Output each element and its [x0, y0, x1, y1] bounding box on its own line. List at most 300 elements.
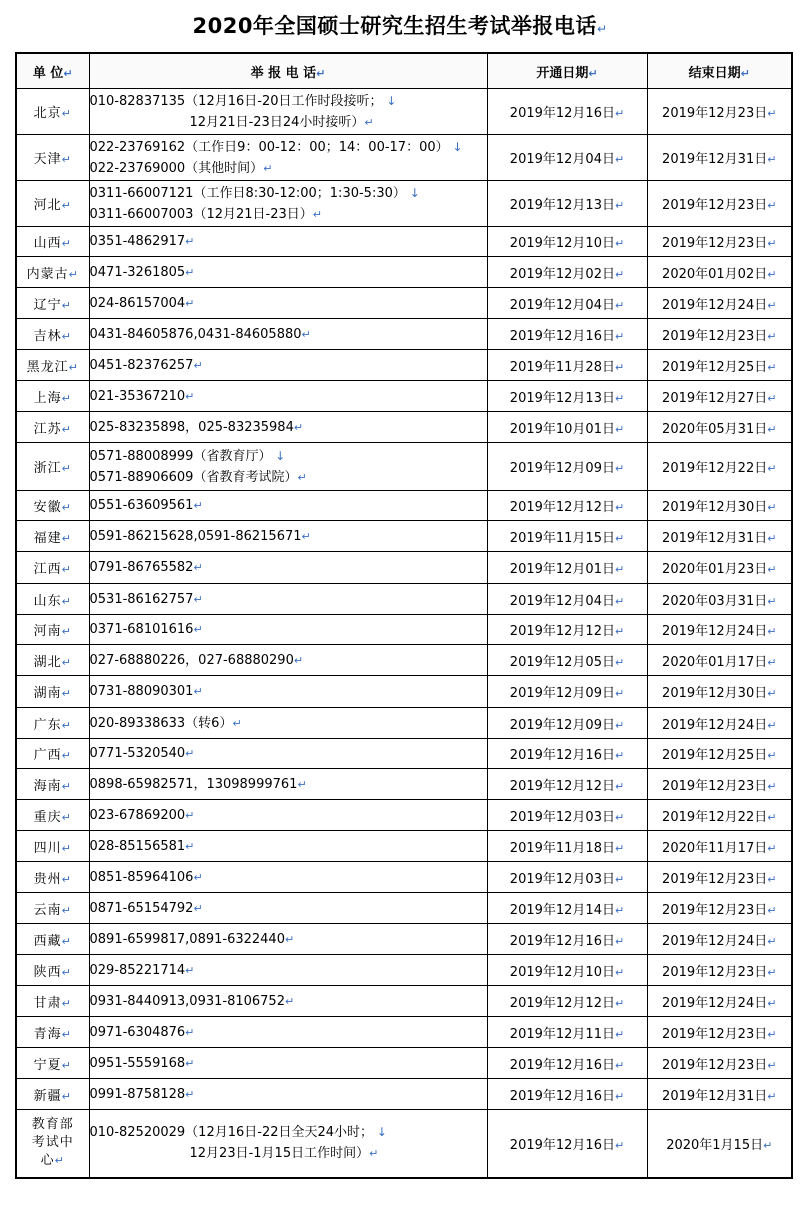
- unit-label: 江苏: [33, 421, 62, 437]
- end-date: 2019年12月25日: [662, 748, 768, 763]
- paragraph-mark-icon: ↵: [614, 872, 625, 886]
- header-phone: 举 报 电 话↵: [89, 53, 487, 89]
- phone-cell: [89, 521, 487, 552]
- paragraph-mark-icon: ↵: [614, 1058, 625, 1072]
- open-date-cell: [487, 288, 647, 319]
- phone-cell: [89, 862, 487, 893]
- end-date-cell: [647, 227, 792, 257]
- unit-label: 山西: [33, 236, 62, 251]
- paragraph-mark-icon: ↵: [614, 563, 625, 576]
- paragraph-mark-icon: ↵: [185, 265, 195, 279]
- end-date: 2020年1月15日: [666, 1137, 764, 1153]
- end-date: 2020年01月17日: [662, 654, 768, 670]
- end-date-cell: [647, 443, 792, 491]
- table-row: [16, 739, 792, 769]
- table-row: [16, 1079, 792, 1110]
- end-date: 2019年12月23日: [662, 871, 768, 887]
- open-date-cell: [487, 1079, 647, 1110]
- paragraph-mark-icon: ↵: [767, 810, 777, 824]
- end-date-cell: [647, 676, 792, 708]
- end-date: 2019年12月24日: [662, 717, 768, 733]
- end-date: 2019年12月25日: [662, 359, 768, 375]
- paragraph-mark-icon: ↵: [614, 996, 625, 1010]
- paragraph-mark-icon: ↵: [297, 777, 307, 791]
- phone-cell: [89, 89, 487, 135]
- end-date-cell: [647, 89, 792, 135]
- end-date-cell: [647, 955, 792, 986]
- line-break-icon: ↓: [448, 139, 463, 154]
- table-row: [16, 381, 792, 412]
- end-date: 2019年12月23日: [662, 236, 768, 251]
- unit-cell: [16, 1079, 89, 1110]
- phone-line: 0571-88906609（省教育考试院）: [89, 469, 298, 485]
- paragraph-mark-icon: ↵: [193, 358, 203, 372]
- end-date-cell: [647, 288, 792, 319]
- open-date-cell: [487, 800, 647, 831]
- end-date-cell: [647, 708, 792, 739]
- unit-label: 广东: [33, 717, 62, 733]
- paragraph-mark-icon: ↵: [614, 531, 625, 545]
- paragraph-mark-icon: ↵: [61, 903, 72, 917]
- table-row: [16, 257, 792, 288]
- unit-cell: [16, 288, 89, 319]
- phone-line: 024-86157004: [89, 295, 186, 311]
- phone-cell: [89, 350, 487, 381]
- open-date-cell: [487, 135, 647, 181]
- end-date: 2020年05月31日: [662, 421, 768, 437]
- unit-label: 西藏: [33, 933, 62, 949]
- paragraph-mark-icon: ↵: [232, 716, 242, 730]
- unit-cell: [16, 412, 89, 443]
- paragraph-mark-icon: ↵: [61, 749, 72, 762]
- paragraph-mark-icon: ↵: [614, 594, 625, 608]
- table-row: [16, 135, 792, 181]
- paragraph-mark-icon: ↵: [185, 808, 195, 822]
- unit-cell: [16, 615, 89, 645]
- paragraph-mark-icon: ↵: [193, 592, 203, 606]
- phone-cell: [89, 584, 487, 615]
- paragraph-mark-icon: ↵: [614, 749, 625, 762]
- unit-label: 辽宁: [33, 297, 62, 313]
- end-date: 2019年12月22日: [662, 461, 768, 476]
- paragraph-mark-icon: ↵: [767, 267, 777, 281]
- phone-cell: [89, 1048, 487, 1079]
- phone-cell: [89, 615, 487, 645]
- paragraph-mark-icon: ↵: [61, 655, 72, 669]
- phone-line: 0771-5320540: [89, 746, 186, 761]
- phone-line: 0791-86765582: [89, 560, 194, 575]
- phone-line: 0871-65154792: [89, 900, 194, 916]
- phone-line: 0431-84605876,0431-84605880: [89, 326, 302, 342]
- end-date-cell: [647, 1048, 792, 1079]
- end-date: 2019年12月23日: [662, 328, 768, 344]
- header-open-date: 开通日期↵: [487, 53, 647, 89]
- open-date: 2019年12月10日: [509, 236, 615, 251]
- unit-label: 湖南: [33, 686, 62, 701]
- open-date: 2019年12月10日: [509, 964, 615, 980]
- paragraph-mark-icon: ↵: [767, 107, 777, 120]
- header-unit: 单 位↵: [16, 53, 89, 89]
- open-date: 2019年12月12日: [509, 624, 615, 639]
- paragraph-mark-icon: ↵: [767, 903, 777, 917]
- end-date: 2019年12月24日: [662, 297, 768, 313]
- header-end-date: 结束日期↵: [647, 53, 792, 89]
- unit-cell: [16, 381, 89, 412]
- phone-line: 020-89338633（转6）: [89, 715, 233, 731]
- phone-line: 0931-8440913,0931-8106752: [89, 993, 285, 1009]
- end-date-cell: [647, 412, 792, 443]
- unit-cell: [16, 739, 89, 769]
- paragraph-mark-icon: ↵: [767, 718, 777, 732]
- paragraph-mark-icon: ↵: [614, 903, 625, 917]
- paragraph-mark-icon: ↵: [61, 153, 72, 166]
- phone-cell: [89, 288, 487, 319]
- unit-cell: [16, 986, 89, 1017]
- open-date: 2019年12月13日: [509, 198, 615, 213]
- open-date: 2019年12月16日: [509, 933, 615, 949]
- phone-cell: [89, 800, 487, 831]
- paragraph-mark-icon: ↵: [767, 462, 777, 475]
- paragraph-mark-icon: ↵: [614, 841, 625, 855]
- unit-cell: [16, 491, 89, 521]
- end-date: 2020年03月31日: [662, 593, 768, 609]
- paragraph-mark-icon: ↵: [61, 422, 72, 436]
- phone-cell: [89, 552, 487, 584]
- paragraph-mark-icon: ↵: [61, 531, 72, 545]
- paragraph-mark-icon: ↵: [61, 965, 72, 979]
- paragraph-mark-icon: ↵: [614, 462, 625, 475]
- phone-cell: [89, 1017, 487, 1048]
- paragraph-mark-icon: ↵: [614, 267, 625, 281]
- end-date-cell: [647, 584, 792, 615]
- end-date: 2019年12月23日: [662, 964, 768, 980]
- open-date: 2019年10月01日: [509, 421, 615, 437]
- paragraph-mark-icon: ↵: [767, 329, 777, 343]
- open-date-cell: [487, 491, 647, 521]
- end-date: 2020年01月02日: [662, 266, 768, 282]
- paragraph-mark-icon: ↵: [61, 1027, 72, 1041]
- table-row: [16, 319, 792, 350]
- paragraph-mark-icon: ↵: [767, 531, 777, 545]
- unit-label: 上海: [33, 390, 62, 406]
- paragraph-mark-icon: ↵: [767, 965, 777, 979]
- phone-line: 0471-3261805: [89, 264, 186, 280]
- paragraph-mark-icon: ↵: [767, 360, 777, 374]
- end-date-cell: [647, 350, 792, 381]
- end-date: 2019年12月22日: [662, 809, 768, 825]
- phone-line: 12月23日-1月15日工作时间）: [189, 1146, 370, 1162]
- open-date: 2019年12月12日: [509, 778, 615, 794]
- paragraph-mark-icon: ↵: [61, 1089, 72, 1103]
- unit-label: 天津: [33, 152, 62, 167]
- end-date: 2019年12月31日: [662, 530, 768, 546]
- unit-label: 内蒙古: [26, 266, 69, 282]
- unit-label: 安徽: [33, 500, 62, 515]
- open-date: 2019年12月14日: [509, 902, 615, 918]
- unit-cell: [16, 227, 89, 257]
- paragraph-mark-icon: ↵: [596, 22, 608, 36]
- table-row: [16, 584, 792, 615]
- phone-line: 0551-63609561: [89, 498, 194, 513]
- table-row: [16, 924, 792, 955]
- end-date-cell: [647, 1110, 792, 1178]
- phone-line: 0351-4862917: [89, 234, 186, 249]
- phone-cell: [89, 181, 487, 227]
- paragraph-mark-icon: ↵: [767, 1027, 777, 1041]
- paragraph-mark-icon: ↵: [185, 235, 195, 248]
- open-date: 2019年12月02日: [509, 266, 615, 282]
- open-date-cell: [487, 227, 647, 257]
- page-title: [0, 10, 800, 40]
- unit-label: 海南: [33, 778, 62, 794]
- paragraph-mark-icon: ↵: [614, 1138, 625, 1152]
- open-date-cell: [487, 381, 647, 412]
- paragraph-mark-icon: ↵: [185, 747, 195, 760]
- phone-line: 023-67869200: [89, 807, 186, 823]
- paragraph-mark-icon: ↵: [767, 153, 777, 166]
- table-body: [16, 89, 792, 1178]
- table-row: [16, 181, 792, 227]
- end-date-cell: [647, 831, 792, 862]
- paragraph-mark-icon: ↵: [61, 298, 72, 312]
- unit-cell: [16, 443, 89, 491]
- unit-cell: [16, 800, 89, 831]
- end-date-cell: [647, 552, 792, 584]
- end-date-cell: [647, 1017, 792, 1048]
- paragraph-mark-icon: ↵: [193, 499, 203, 512]
- table-row: [16, 893, 792, 924]
- unit-label: 河北: [33, 198, 62, 213]
- unit-cell: [16, 584, 89, 615]
- paragraph-mark-icon: ↵: [293, 420, 304, 434]
- open-date: 2019年12月05日: [509, 654, 615, 670]
- open-date: 2019年12月09日: [509, 717, 615, 733]
- phone-line: 0851-85964106: [89, 869, 194, 885]
- paragraph-mark-icon: ↵: [61, 718, 72, 732]
- paragraph-mark-icon: ↵: [763, 1138, 773, 1152]
- paragraph-mark-icon: ↵: [614, 501, 625, 514]
- phone-cell: [89, 831, 487, 862]
- paragraph-mark-icon: ↵: [61, 779, 72, 793]
- paragraph-mark-icon: ↵: [297, 470, 307, 484]
- open-date-cell: [487, 521, 647, 552]
- unit-label: 山东: [33, 593, 62, 609]
- end-date-cell: [647, 893, 792, 924]
- paragraph-mark-icon: ↵: [614, 360, 625, 374]
- table-row: [16, 288, 792, 319]
- unit-label: 河南: [33, 624, 62, 639]
- open-date: 2019年12月11日: [509, 1026, 615, 1042]
- paragraph-mark-icon: ↵: [767, 872, 777, 886]
- phone-line: 0531-86162757: [89, 591, 194, 607]
- paragraph-mark-icon: ↵: [767, 934, 777, 948]
- paragraph-mark-icon: ↵: [193, 870, 203, 884]
- paragraph-mark-icon: ↵: [61, 996, 72, 1010]
- paragraph-mark-icon: ↵: [193, 685, 203, 698]
- phone-cell: [89, 955, 487, 986]
- phone-cell: [89, 257, 487, 288]
- unit-label: 陕西: [33, 964, 62, 980]
- end-date: 2020年01月23日: [662, 562, 768, 577]
- phone-line: 022-23769000（其他时间）: [89, 160, 264, 176]
- phone-line: 0311-66007003（12月21日-23日）: [89, 206, 313, 222]
- phone-cell: [89, 381, 487, 412]
- phone-cell: [89, 491, 487, 521]
- paragraph-mark-icon: ↵: [767, 1058, 777, 1072]
- phone-line: 027-68880226，027-68880290: [89, 652, 294, 668]
- phone-cell: [89, 769, 487, 800]
- paragraph-mark-icon: ↵: [263, 161, 273, 175]
- open-date-cell: [487, 257, 647, 288]
- table-row: [16, 552, 792, 584]
- phone-line: 025-83235898，025-83235984: [89, 419, 294, 435]
- phone-line: 0991-8758128: [89, 1086, 186, 1102]
- table-row: [16, 676, 792, 708]
- paragraph-mark-icon: ↵: [767, 841, 777, 855]
- paragraph-mark-icon: ↵: [185, 1056, 195, 1070]
- open-date-cell: [487, 584, 647, 615]
- open-date-cell: [487, 1110, 647, 1178]
- open-date: 2019年12月03日: [509, 809, 615, 825]
- unit-cell: [16, 1017, 89, 1048]
- open-date-cell: [487, 862, 647, 893]
- table-row: [16, 769, 792, 800]
- unit-label: 黑龙江: [26, 359, 69, 375]
- open-date: 2019年12月16日: [509, 748, 615, 763]
- open-date: 2019年12月04日: [509, 593, 615, 609]
- paragraph-mark-icon: ↵: [185, 839, 195, 853]
- phone-cell: [89, 739, 487, 769]
- end-date-cell: [647, 615, 792, 645]
- open-date: 2019年12月09日: [509, 461, 615, 476]
- phone-cell: [89, 924, 487, 955]
- unit-cell: [16, 1110, 89, 1178]
- end-date-cell: [647, 862, 792, 893]
- paragraph-mark-icon: ↵: [61, 841, 72, 855]
- unit-cell: [16, 521, 89, 552]
- phone-line: 029-85221714: [89, 962, 186, 978]
- unit-cell: [16, 862, 89, 893]
- paragraph-mark-icon: ↵: [185, 1025, 195, 1039]
- paragraph-mark-icon: ↵: [61, 1058, 72, 1072]
- paragraph-mark-icon: ↵: [61, 107, 72, 120]
- phone-cell: [89, 986, 487, 1017]
- end-date: 2019年12月23日: [662, 1026, 768, 1042]
- paragraph-mark-icon: ↵: [614, 329, 625, 343]
- table-row: [16, 227, 792, 257]
- open-date-cell: [487, 986, 647, 1017]
- table-row: [16, 1110, 792, 1178]
- open-date-cell: [487, 552, 647, 584]
- paragraph-mark-icon: ↵: [185, 1087, 195, 1101]
- unit-cell: [16, 552, 89, 584]
- open-date-cell: [487, 615, 647, 645]
- end-date: 2019年12月30日: [662, 500, 768, 515]
- table-row: [16, 350, 792, 381]
- unit-label: 湖北: [33, 654, 62, 670]
- unit-label: 重庆: [33, 809, 62, 825]
- phone-line: 0951-5559168: [89, 1055, 186, 1071]
- paragraph-mark-icon: ↵: [61, 391, 72, 405]
- unit-label: 教育部考试中心: [31, 1117, 74, 1169]
- end-date: 2019年12月30日: [662, 686, 768, 701]
- unit-cell: [16, 89, 89, 135]
- end-date: 2019年12月23日: [662, 778, 768, 794]
- paragraph-mark-icon: ↵: [61, 872, 72, 886]
- end-date: 2019年12月31日: [662, 1088, 768, 1104]
- open-date-cell: [487, 739, 647, 769]
- phone-line: 021-35367210: [89, 388, 186, 404]
- end-date: 2020年11月17日: [662, 840, 768, 856]
- end-date: 2019年12月23日: [662, 106, 768, 121]
- open-date-cell: [487, 412, 647, 443]
- open-date-cell: [487, 350, 647, 381]
- paragraph-mark-icon: ↵: [193, 623, 203, 636]
- table-row: [16, 521, 792, 552]
- unit-label: 青海: [33, 1026, 62, 1042]
- paragraph-mark-icon: ↵: [293, 653, 304, 667]
- open-date: 2019年12月16日: [509, 1137, 615, 1153]
- open-date: 2019年12月13日: [509, 390, 615, 406]
- paragraph-mark-icon: ↵: [284, 932, 295, 946]
- paragraph-mark-icon: ↵: [614, 107, 625, 120]
- open-date: 2019年12月01日: [509, 562, 615, 577]
- open-date: 2019年12月09日: [509, 686, 615, 701]
- end-date-cell: [647, 521, 792, 552]
- paragraph-mark-icon: ↵: [614, 237, 625, 250]
- paragraph-mark-icon: ↵: [284, 994, 295, 1008]
- unit-cell: [16, 319, 89, 350]
- paragraph-mark-icon: ↵: [767, 501, 777, 514]
- end-date: 2019年12月31日: [662, 152, 768, 167]
- paragraph-mark-icon: ↵: [767, 779, 777, 793]
- unit-label: 贵州: [33, 871, 62, 887]
- end-date-cell: [647, 800, 792, 831]
- end-date: 2019年12月24日: [662, 624, 768, 639]
- paragraph-mark-icon: ↵: [614, 810, 625, 824]
- phone-line: 12月21日-23日24小时接听）: [189, 114, 365, 130]
- paragraph-mark-icon: ↵: [614, 687, 625, 700]
- paragraph-mark-icon: ↵: [301, 529, 311, 543]
- open-date: 2019年12月16日: [509, 1057, 615, 1073]
- open-date-cell: [487, 443, 647, 491]
- phone-cell: [89, 645, 487, 676]
- paragraph-mark-icon: ↵: [193, 901, 203, 915]
- end-date: 2019年12月23日: [662, 902, 768, 918]
- paragraph-mark-icon: ↵: [614, 779, 625, 793]
- unit-label: 福建: [33, 530, 62, 546]
- paragraph-mark-icon: ↵: [301, 327, 311, 341]
- phone-line: 028-85156581: [89, 838, 186, 854]
- unit-label: 北京: [33, 106, 62, 121]
- end-date-cell: [647, 739, 792, 769]
- line-break-icon: ↓: [373, 1125, 387, 1140]
- paragraph-mark-icon: ↵: [61, 625, 72, 638]
- phone-line: 0731-88090301: [89, 684, 194, 699]
- paragraph-mark-icon: ↵: [767, 237, 777, 250]
- paragraph-mark-icon: ↵: [767, 199, 777, 212]
- unit-cell: [16, 135, 89, 181]
- open-date: 2019年11月15日: [509, 530, 615, 546]
- paragraph-mark-icon: ↵: [614, 934, 625, 948]
- unit-cell: [16, 893, 89, 924]
- open-date-cell: [487, 89, 647, 135]
- paragraph-mark-icon: ↵: [614, 1089, 625, 1103]
- unit-cell: [16, 831, 89, 862]
- unit-label: 广西: [33, 748, 62, 763]
- paragraph-mark-icon: ↵: [614, 1027, 625, 1041]
- table-row: [16, 800, 792, 831]
